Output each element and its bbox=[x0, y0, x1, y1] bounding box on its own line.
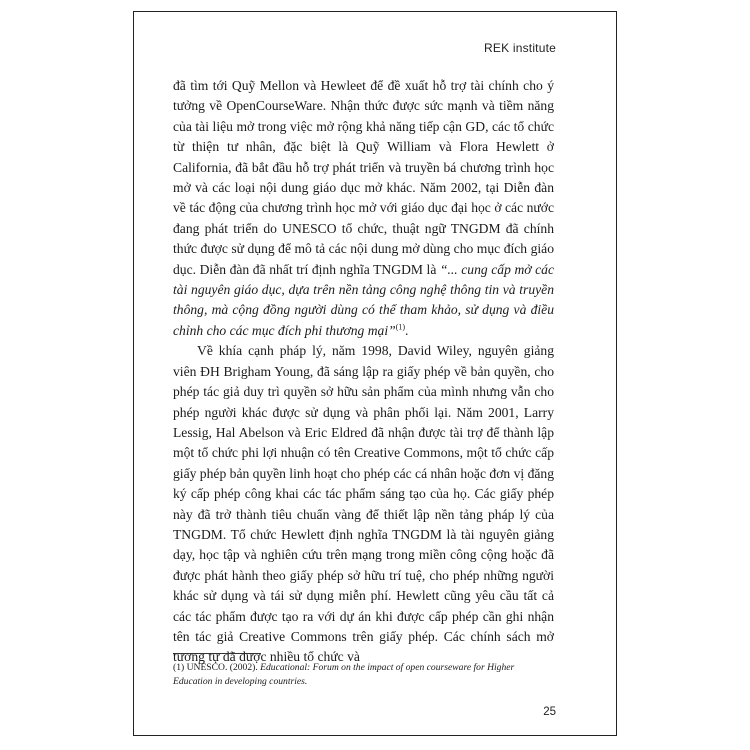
book-page bbox=[133, 11, 617, 736]
paragraph-1-end: . bbox=[405, 322, 409, 338]
footnote bbox=[173, 661, 554, 689]
footnote-citation: (1) UNESCO. (2002). bbox=[173, 662, 261, 673]
footnote-divider bbox=[173, 653, 261, 654]
page-number: 25 bbox=[543, 706, 556, 718]
paragraph-2: Về khía cạnh pháp lý, năm 1998, David Wiley, nguyên giảng viên ĐH Brigham Young, đã sáng lập ra giấy phép về bản quyền, cho phép tác giả duy trì quyền sở hữu sản phẩm của mình nhưng vẫn cho phép người khác được sử dụng và phân phối lại. Năm 2001, Larry Lessig, Hal Abelson và Eric Eldred đã nhận được tài trợ để thành lập một tổ chức phi lợi nhuận có tên Creative Commons, một tổ chức cấp giấy phép bản quyền linh hoạt cho phép các cá nhân hoặc đơn vị đăng ký cấp phép công khai các tác phẩm sáng tạo của họ. Các giấy phép này đã trở thành tiêu chuẩn vàng để thiết lập nền tảng pháp lý của TNGDM. Tổ chức Hewlett định nghĩa TNGDM là tài nguyên giảng dạy, học tập và nghiên cứu trên mạng trong miền công cộng hoặc đã được phát hành theo giấy phép sở hữu trí tuệ, cho phép những người khác sử dụng và tái sử dụng miễn phí. Hewlett cũng yêu cầu tất cả các tác phẩm được tạo ra với dự án khi được cấp phép cần ghi nhận tên tác giả Creative Commons trên giấy phép. Các chính sách mở tương tự đã được nhiều tổ chức và bbox=[173, 343, 554, 665]
running-header: REK institute bbox=[484, 41, 556, 55]
footnote-title: Educational: Forum on the impact of open courseware for Higher Education in developing countries. bbox=[173, 662, 515, 687]
paragraph-1-text: đã tìm tới Quỹ Mellon và Hewleet để đề xuất hỗ trợ tài chính cho ý tưởng về OpenCourseWare. Nhận thức được sức mạnh và tiềm năng của tài liệu mở trong việc mở rộng khả năng tiếp cận GD, các tổ chức từ thiện tư nhân, đặc biệt là Quỹ William và Flora Hewlett ở California, đã bắt đầu hỗ trợ phát triển và truyền bá chương trình học mở và các loại nội dung giáo dục mở khác. Năm 2002, tại Diễn đàn về tác động của chương trình học mở với giáo dục đại học ở các nước đang phát triển do UNESCO tổ chức, thuật ngữ TNGDM đã chính thức được sử dụng để mô tả các nội dung mở dùng cho mục đích giáo dục. Diễn đàn đã nhất trí định nghĩa TNGDM là bbox=[173, 78, 554, 277]
body-text bbox=[173, 76, 554, 668]
paragraph-1 bbox=[173, 76, 554, 341]
definition-quote: “... cung cấp mở các tài nguyên giáo dục, dựa trên nền tảng công nghệ thông tin và truyền thông, mà cộng đồng người dùng có thể tham khảo, sử dụng và điều chỉnh cho các mục đích phi thương mại” bbox=[173, 261, 554, 338]
footnote-reference[interactable]: (1) bbox=[395, 322, 406, 332]
